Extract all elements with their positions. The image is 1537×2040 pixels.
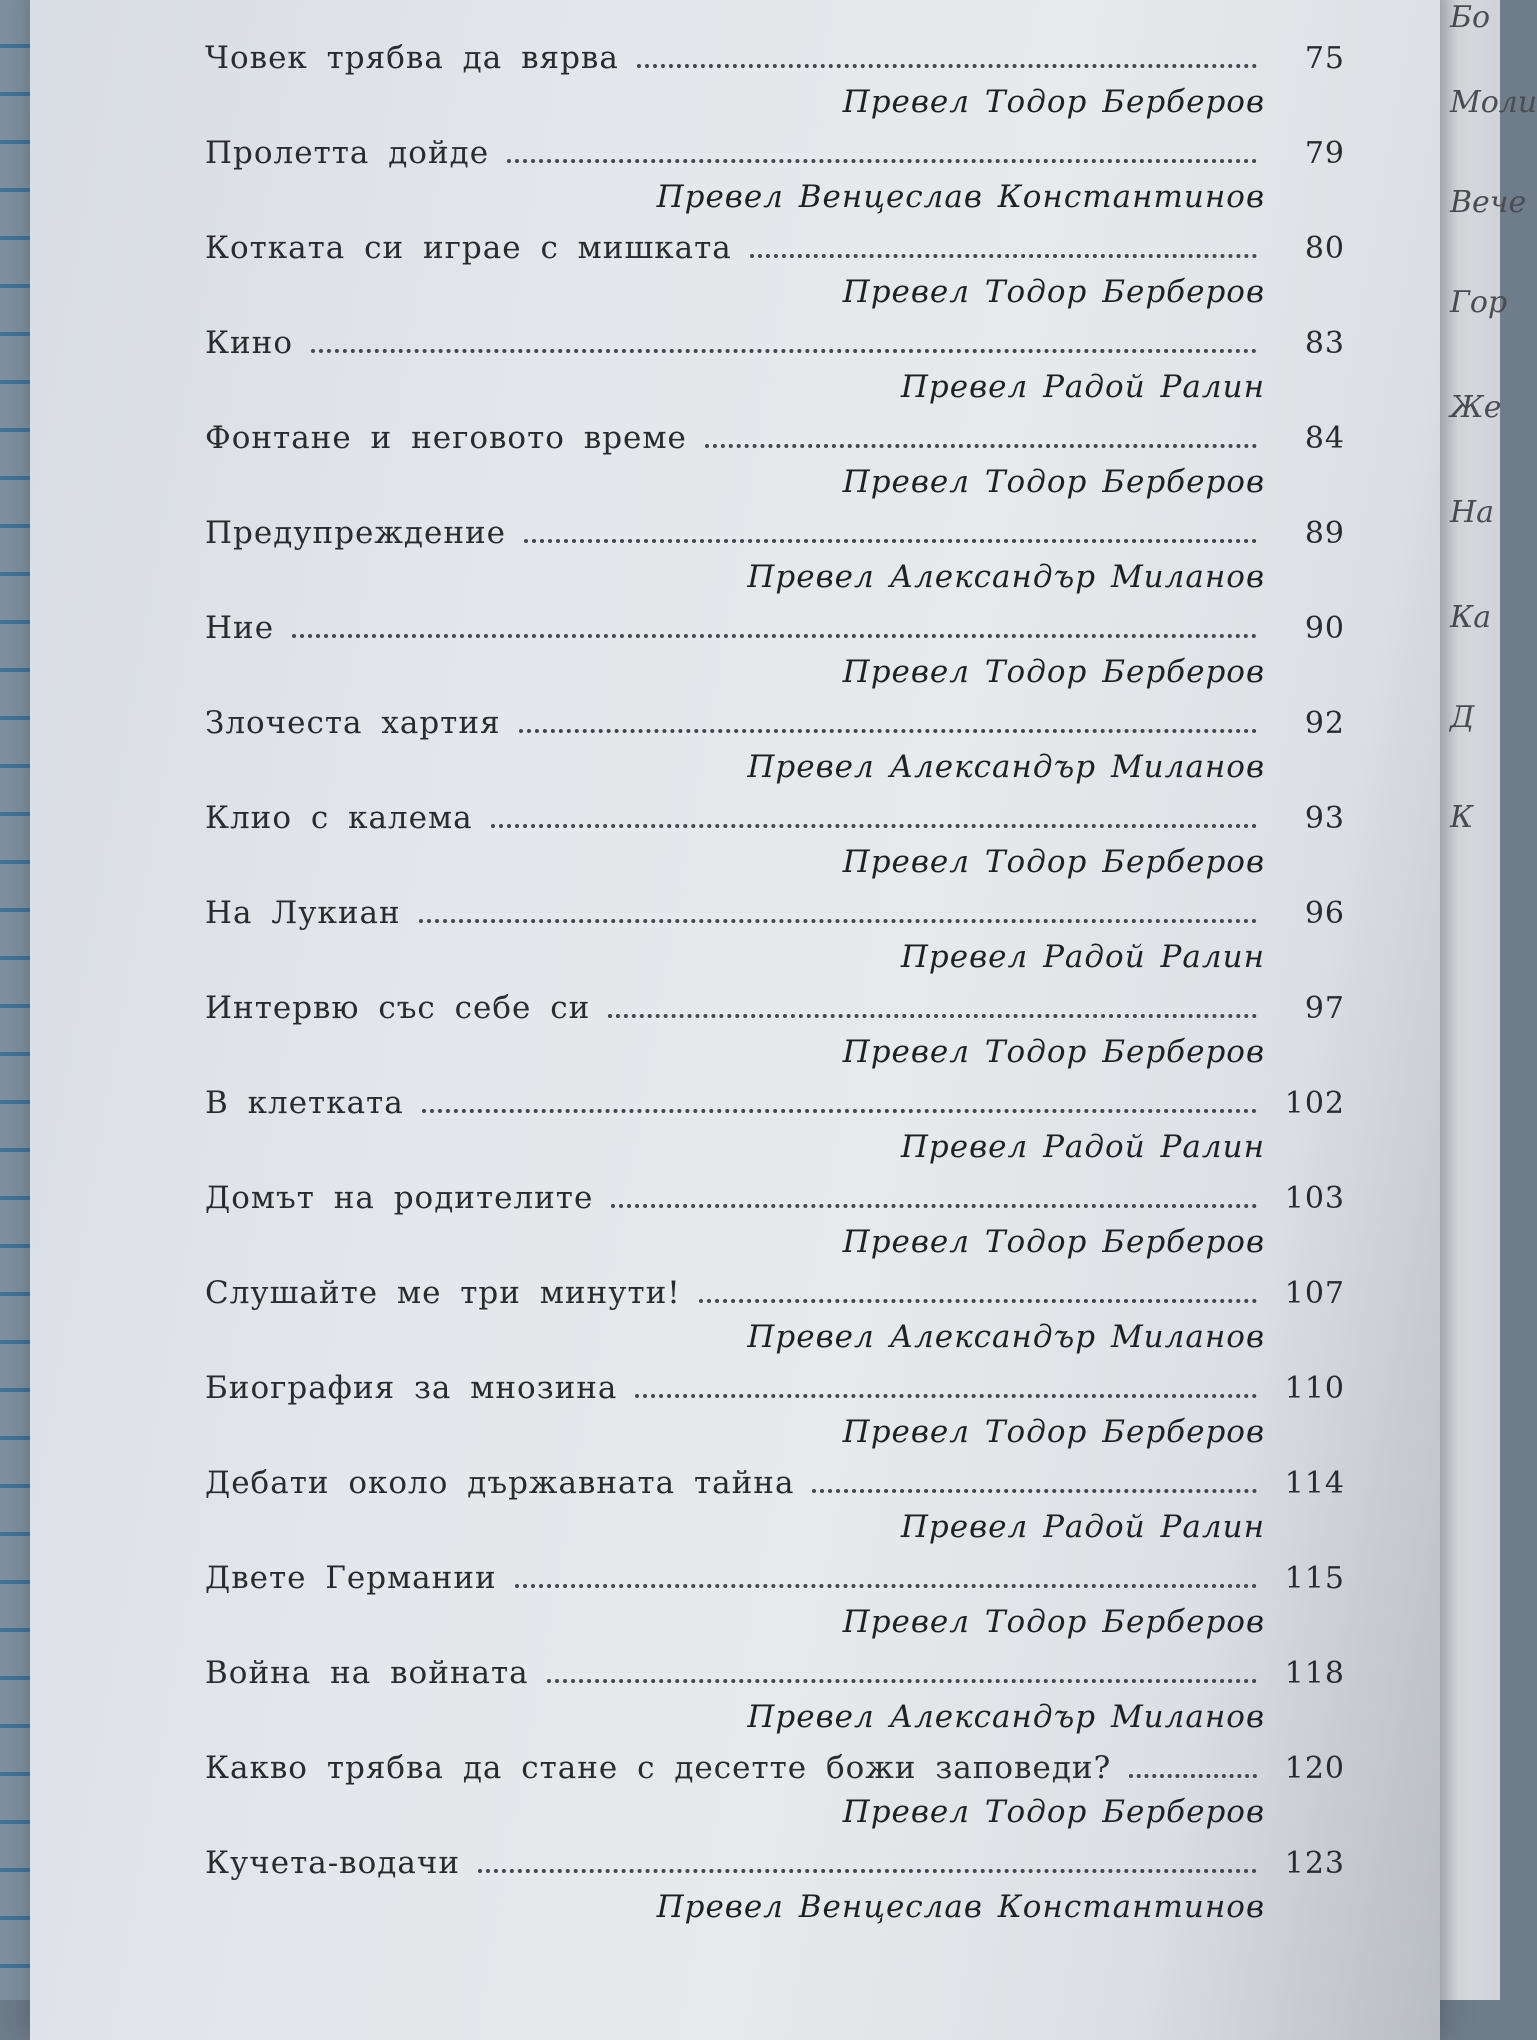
toc-title: Двете Германии	[205, 1560, 497, 1596]
toc-page-number: 75	[1304, 41, 1345, 76]
toc-translator: Превел Венцеслав Константинов	[656, 1889, 1265, 1925]
dot-leader	[419, 919, 1257, 923]
toc-title-line	[205, 1750, 1345, 1794]
toc-translator: Превел Александър Миланов	[747, 749, 1265, 785]
toc-page-number: 84	[1304, 421, 1345, 456]
toc-title-line	[205, 1180, 1345, 1224]
toc-title: Ние	[205, 610, 275, 646]
toc-title: Човек трябва да вярва	[205, 40, 619, 76]
toc-title-line	[205, 800, 1345, 844]
toc-entry	[205, 1750, 1345, 1845]
toc-title: Пролетта дойде	[205, 135, 490, 171]
toc-translator: Превел Тодор Берберов	[842, 1794, 1265, 1830]
toc-translator: Превел Радой Ралин	[900, 369, 1265, 405]
dot-leader	[637, 64, 1257, 68]
toc-entry	[205, 325, 1345, 420]
toc-title-line	[205, 40, 1345, 84]
toc-translator: Превел Тодор Берберов	[842, 844, 1265, 880]
toc-translator: Превел Тодор Берберов	[842, 84, 1265, 120]
toc-title-line	[205, 325, 1345, 369]
toc-title-line	[205, 135, 1345, 179]
toc-title: Какво трябва да стане с десетте божи заповеди?	[205, 1750, 1112, 1786]
toc-translator: Превел Александър Миланов	[747, 1699, 1265, 1735]
toc-title: Война на войната	[205, 1655, 529, 1691]
dot-leader	[608, 1014, 1257, 1018]
edge-fragment: Бо	[1450, 0, 1491, 35]
edge-fragment: Моли	[1450, 85, 1537, 120]
dot-leader	[1129, 1774, 1257, 1778]
toc-entry	[205, 1085, 1345, 1180]
toc-page-number: 96	[1304, 896, 1345, 931]
toc-entry	[205, 1560, 1345, 1655]
toc-translator: Превел Венцеслав Константинов	[656, 179, 1265, 215]
toc-title: На Лукиан	[205, 895, 401, 931]
toc-entry	[205, 135, 1345, 230]
dot-leader	[547, 1679, 1257, 1683]
toc-entry	[205, 230, 1345, 325]
toc-title-line	[205, 895, 1345, 939]
toc-title: В клетката	[205, 1085, 404, 1121]
toc-title: Фонтане и неговото време	[205, 420, 687, 456]
toc-entry	[205, 990, 1345, 1085]
toc-page-number: 83	[1304, 326, 1345, 361]
toc-page-number: 89	[1304, 516, 1345, 551]
facing-page-edge	[1430, 0, 1537, 2000]
toc-translator: Превел Тодор Берберов	[842, 1604, 1265, 1640]
toc-translator: Превел Тодор Берберов	[842, 654, 1265, 690]
table-of-contents	[205, 40, 1345, 1940]
toc-page-number: 80	[1304, 231, 1345, 266]
toc-page-number: 92	[1304, 706, 1345, 741]
toc-title-line	[205, 1275, 1345, 1319]
toc-entry	[205, 515, 1345, 610]
toc-page-number: 114	[1284, 1466, 1345, 1501]
toc-entry	[205, 895, 1345, 990]
dot-leader	[491, 824, 1257, 828]
toc-translator: Превел Радой Ралин	[900, 939, 1265, 975]
toc-page-number: 107	[1284, 1276, 1345, 1311]
toc-page-number: 118	[1284, 1656, 1345, 1691]
toc-translator: Превел Радой Ралин	[900, 1509, 1265, 1545]
toc-translator: Превел Тодор Берберов	[842, 1224, 1265, 1260]
toc-title: Котката си играе с мишката	[205, 230, 732, 266]
toc-translator: Превел Радой Ралин	[900, 1129, 1265, 1165]
dot-leader	[812, 1489, 1257, 1493]
toc-page-number: 90	[1304, 611, 1345, 646]
toc-title: Слушайте ме три минути!	[205, 1275, 681, 1311]
toc-translator: Превел Тодор Берберов	[842, 464, 1265, 500]
toc-page-number: 110	[1284, 1371, 1345, 1406]
dot-leader	[422, 1109, 1257, 1113]
toc-title: Домът на родителите	[205, 1180, 594, 1216]
toc-page-number: 123	[1284, 1846, 1345, 1881]
toc-entry	[205, 705, 1345, 800]
toc-title-line	[205, 705, 1345, 749]
dot-leader	[524, 539, 1257, 543]
toc-translator: Превел Александър Миланов	[747, 559, 1265, 595]
dot-leader	[750, 254, 1257, 258]
toc-title-line	[205, 1560, 1345, 1604]
toc-entry	[205, 1655, 1345, 1750]
toc-title: Злочеста хартия	[205, 705, 501, 741]
edge-fragment: Ка	[1450, 600, 1492, 635]
dot-leader	[519, 729, 1257, 733]
toc-title-line	[205, 1465, 1345, 1509]
toc-entry	[205, 1465, 1345, 1560]
toc-title-line	[205, 1085, 1345, 1129]
edge-fragment: На	[1450, 495, 1495, 530]
dot-leader	[611, 1204, 1257, 1208]
toc-entry	[205, 1180, 1345, 1275]
toc-translator: Превел Тодор Берберов	[842, 1414, 1265, 1450]
toc-page-number: 120	[1284, 1751, 1345, 1786]
dot-leader	[311, 349, 1257, 353]
toc-entry	[205, 40, 1345, 135]
toc-title: Интервю със себе си	[205, 990, 591, 1026]
toc-title: Предупреждение	[205, 515, 507, 551]
toc-translator: Превел Тодор Берберов	[842, 274, 1265, 310]
edge-fragment: Же	[1450, 390, 1502, 425]
dot-leader	[635, 1394, 1257, 1398]
edge-fragment: Д	[1450, 700, 1475, 735]
toc-translator: Превел Александър Миланов	[747, 1319, 1265, 1355]
toc-entry	[205, 420, 1345, 515]
toc-title-line	[205, 610, 1345, 654]
edge-fragment: Гор	[1450, 285, 1508, 320]
toc-title: Кучета-водачи	[205, 1845, 461, 1881]
toc-title: Кино	[205, 325, 293, 361]
toc-page-number: 115	[1284, 1561, 1345, 1596]
dot-leader	[515, 1584, 1257, 1588]
toc-page-number: 79	[1304, 136, 1345, 171]
dot-leader	[507, 159, 1257, 163]
toc-title-line	[205, 420, 1345, 464]
toc-entry	[205, 800, 1345, 895]
toc-entry	[205, 1845, 1345, 1940]
toc-page-number: 102	[1284, 1086, 1345, 1121]
toc-entry	[205, 610, 1345, 705]
toc-title-line	[205, 1655, 1345, 1699]
toc-title-line	[205, 230, 1345, 274]
dot-leader	[478, 1869, 1257, 1873]
toc-title: Биография за мнозина	[205, 1370, 618, 1406]
edge-fragment: Вече	[1450, 185, 1527, 220]
dot-leader	[699, 1299, 1257, 1303]
toc-entry	[205, 1275, 1345, 1370]
toc-translator: Превел Тодор Берберов	[842, 1034, 1265, 1070]
toc-entry	[205, 1370, 1345, 1465]
toc-page-number: 93	[1304, 801, 1345, 836]
edge-fragment: К	[1450, 800, 1474, 835]
toc-page-number: 103	[1284, 1181, 1345, 1216]
dot-leader	[292, 634, 1257, 638]
toc-title-line	[205, 515, 1345, 559]
toc-title-line	[205, 1845, 1345, 1889]
toc-page-number: 97	[1304, 991, 1345, 1026]
toc-title: Дебати около държавната тайна	[205, 1465, 795, 1501]
toc-title: Клио с калема	[205, 800, 473, 836]
toc-title-line	[205, 1370, 1345, 1414]
toc-title-line	[205, 990, 1345, 1034]
dot-leader	[705, 444, 1257, 448]
